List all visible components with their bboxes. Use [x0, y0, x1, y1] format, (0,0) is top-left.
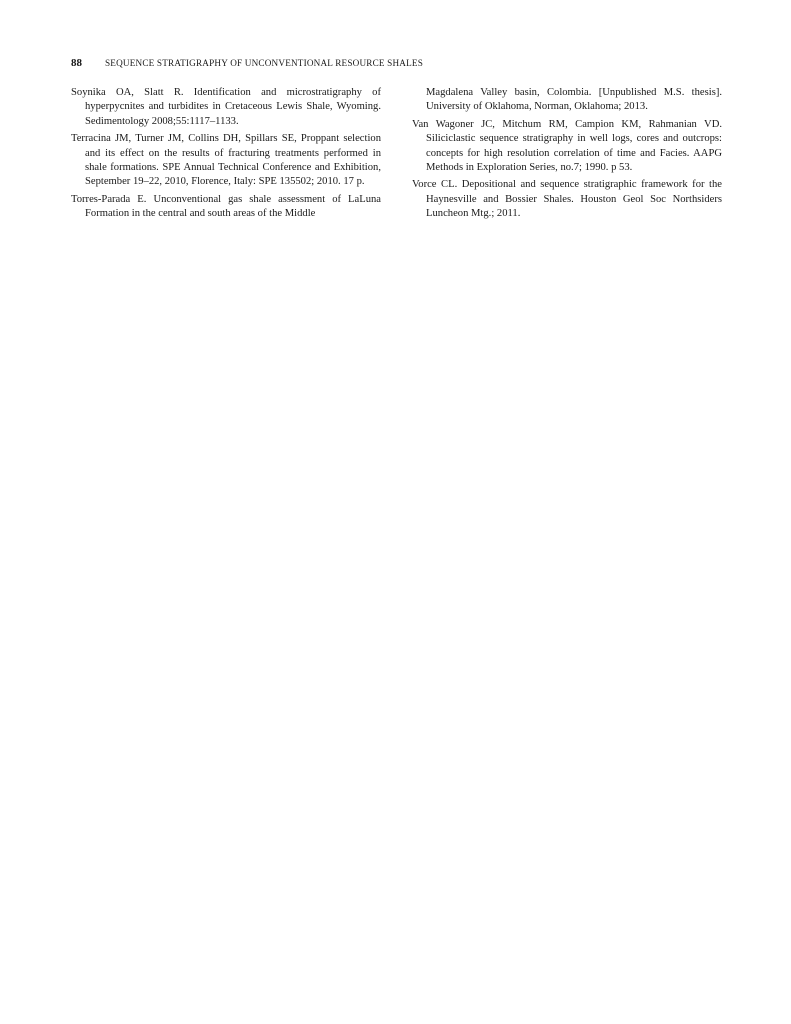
page-number: 88	[71, 57, 82, 69]
reference-entry: Vorce CL. Depositional and sequence stratigraphic framework for the Haynesville and Bossier Shales. Houston Geol Soc Northsiders Luncheon Mtg.; 2011.	[412, 179, 722, 220]
references-right-column	[412, 86, 722, 225]
reference-entry: Soynika OA, Slatt R. Identification and microstratigraphy of hyperpycnites and turbidites in Cretaceous Lewis Shale, Wyoming. Sedimentology 2008;55:1117–1133.	[71, 87, 381, 127]
running-header	[71, 56, 731, 70]
reference-entry: Van Wagoner JC, Mitchum RM, Campion KM, Rahmanian VD. Siliciclastic sequence stratigraphy in well logs, cores and outcrops: concepts for high resolution correlation of time and Facies. AAPG Methods in Exploration Series, no.7; 1990. p 53.	[412, 118, 722, 174]
reference-entry: Torres-Parada E. Unconventional gas shale assessment of LaLuna Formation in the central and south areas of the Middle	[71, 193, 381, 220]
reference-entry-continuation: Magdalena Valley basin, Colombia. [Unpublished M.S. thesis]. University of Oklahoma, Norman, Oklahoma; 2013.	[426, 87, 722, 113]
references-left-column	[71, 86, 381, 225]
reference-entry: Terracina JM, Turner JM, Collins DH, Spillars SE, Proppant selection and its effect on the results of fracturing treatments performed in shale formations. SPE Annual Technical Conference and Exhibition, September 19–22, 2010, Florence, Italy: SPE 135502; 2010. 17 p.	[71, 133, 381, 188]
running-title: SEQUENCE STRATIGRAPHY OF UNCONVENTIONAL RESOURCE SHALES	[105, 58, 423, 68]
